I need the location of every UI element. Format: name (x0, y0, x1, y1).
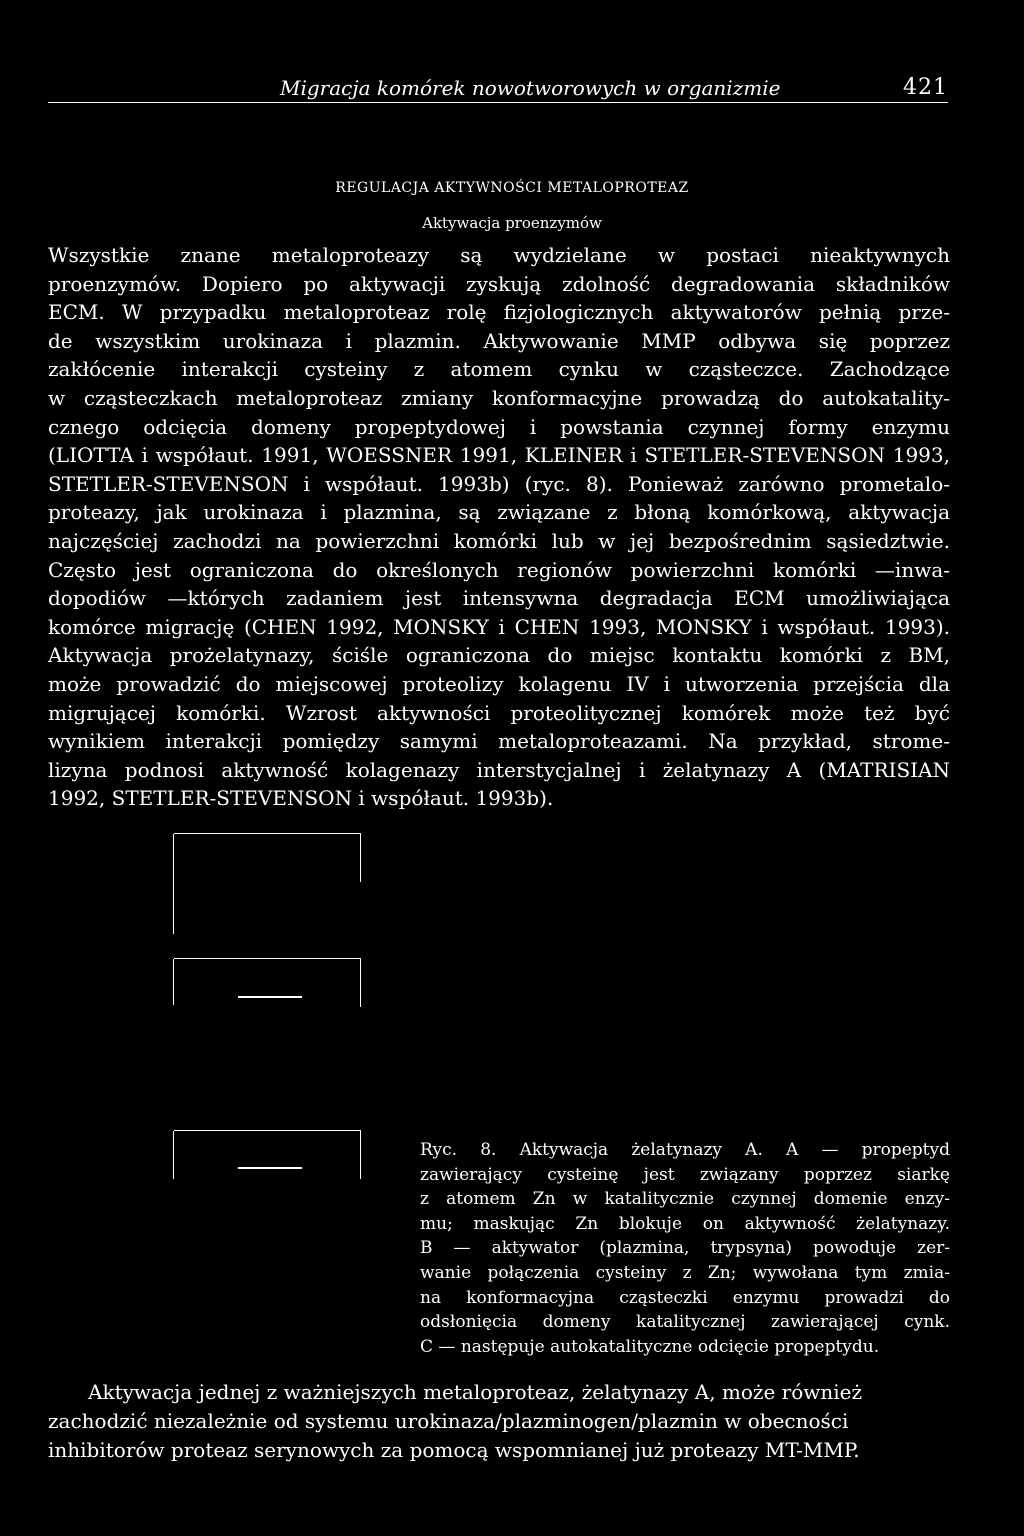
figure-panel-c (174, 1130, 361, 1179)
figure-panel-b-dash (238, 996, 302, 998)
caption-line: zawierający cysteinę jest związany poprzez siarkę (420, 1164, 950, 1185)
body-line: migrującej komórki. Wzrost aktywności proteolitycznej komórek może też być (48, 700, 950, 725)
body-line: Wszystkie znane metaloproteazy są wydzielane w postaci nieaktywnych (48, 243, 950, 267)
figure-panel-a (174, 833, 361, 882)
body-line: proteazy, jak urokinaza i plazmina, są związane z błoną komórkową, aktywacja (48, 500, 950, 525)
body-line: w cząsteczkach metaloproteaz zmiany konformacyjne prowadzą do autokatality- (48, 385, 950, 410)
body-line: de wszystkim urokinaza i plazmin. Aktywowanie MMP odbywa się poprzez (48, 328, 950, 353)
body-paragraph (48, 241, 950, 813)
section-heading: REGULACJA AKTYWNOŚCI METALOPROTEAZ (335, 180, 689, 196)
body-line: najczęściej zachodzi na powierzchni komórki lub w jej bezpośrednim sąsiedztwie. (48, 528, 950, 553)
body-line: Aktywacja prożelatynazy, ściśle ograniczona do miejsc kontaktu komórki z BM, (48, 643, 950, 668)
closing-line: Aktywacja jednej z ważniejszych metaloproteaz, żelatynazy A, może również (88, 1380, 863, 1404)
caption-line: wanie połączenia cysteiny z Zn; wywołana tym zmia- (420, 1262, 950, 1283)
figure-panel-c-dash (238, 1167, 302, 1169)
caption-line: C — następuje autokatalityczne odcięcie propeptydu. (420, 1336, 880, 1357)
body-line: wynikiem interakcji pomiędzy samymi metaloproteazami. Na przykład, strome- (48, 729, 950, 754)
body-line: ECM. W przypadku metaloproteaz rolę fizjologicznych aktywatorów pełnią prze- (48, 300, 950, 325)
caption-line: mu; maskując Zn blokuje on aktywność żelatynazy. (420, 1213, 950, 1234)
body-line: 1992, STETLER-STEVENSON i współaut. 1993b). (48, 786, 554, 811)
body-line: komórce migrację (CHEN 1992, MONSKY i CHEN 1993, MONSKY i współaut. 1993). (48, 614, 950, 639)
caption-line: na konformacyjna cząsteczki enzymu prowadzi do (420, 1287, 950, 1308)
body-line: (LIOTTA i współaut. 1991, WOESSNER 1991, KLEINER i STETLER-STEVENSON 1993, (48, 443, 950, 468)
figure-caption (420, 1138, 950, 1359)
figure-panel-b (174, 958, 361, 1007)
body-line: lizyna podnosi aktywność kolagenazy interstycjalnej i żelatynazy A (MATRISIAN (48, 757, 950, 782)
body-line: dopodiów —których zadaniem jest intensywna degradacja ECM umożliwiająca (48, 586, 950, 611)
closing-paragraph (48, 1378, 950, 1465)
body-line: zakłócenie interakcji cysteiny z atomem cynku w cząsteczce. Zachodzące (48, 357, 950, 382)
closing-line: zachodzić niezależnie od systemu urokinaza/plazminogen/plazmin w obecności (48, 1409, 849, 1433)
body-line: może prowadzić do miejscowej proteolizy kolagenu IV i utworzenia przejścia dla (48, 671, 950, 696)
caption-line: z atomem Zn w katalitycznie czynnej domenie enzy- (420, 1189, 950, 1210)
running-header (48, 76, 948, 103)
closing-line: inhibitorów proteaz serynowych za pomocą wspomnianej już proteazy MT-MMP. (48, 1438, 860, 1462)
body-line: Często jest ograniczona do określonych regionów powierzchni komórki —inwa- (48, 557, 950, 582)
caption-line: Ryc. 8. Aktywacja żelatynazy A. A — propeptyd (420, 1140, 950, 1160)
body-line: cznego odcięcia domeny propeptydowej i powstania czynnej formy enzymu (48, 414, 950, 439)
caption-line: odsłonięcia domeny katalitycznej zawierającej cynk. (420, 1312, 950, 1333)
page-number: 421 (903, 75, 948, 100)
body-line: proenzymów. Dopiero po aktywacji zyskują zdolność degradowania składników (48, 271, 950, 296)
body-line: STETLER-STEVENSON i współaut. 1993b) (ryc. 8). Ponieważ zarówno prometalo- (48, 471, 950, 496)
subsection-heading: Aktywacja proenzymów (422, 214, 602, 232)
caption-line: B — aktywator (plazmina, trypsyna) powoduje zer- (420, 1238, 950, 1259)
running-title: Migracja komórek nowotworowych w organizmie (280, 76, 781, 100)
